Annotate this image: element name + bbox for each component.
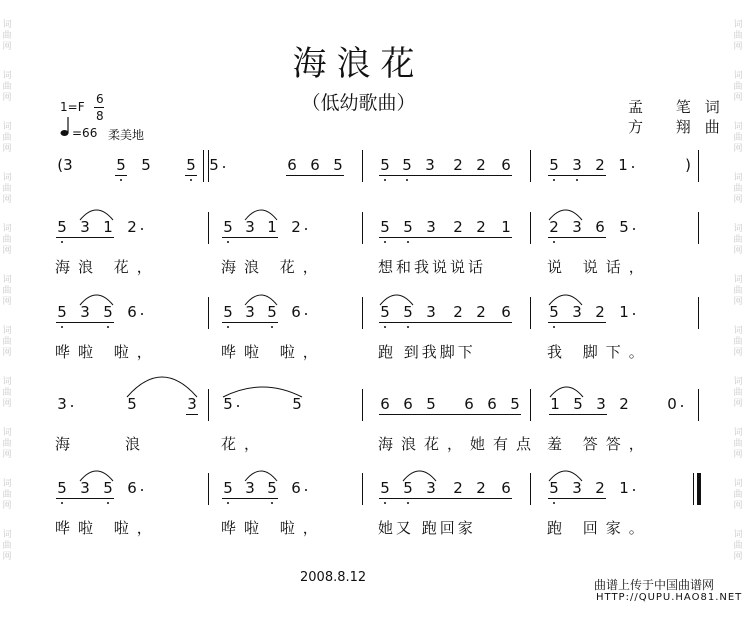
beam-line	[379, 175, 512, 176]
augmentation-dot	[305, 228, 307, 230]
note: 5	[223, 395, 233, 413]
barline	[362, 212, 363, 244]
watermark-char: 词	[2, 122, 12, 132]
score-date: 2008.8.12	[300, 570, 367, 585]
octave-dot	[407, 241, 409, 243]
watermark-char: 网	[2, 144, 12, 154]
watermark-char: 词	[2, 530, 12, 540]
beam-line	[286, 175, 344, 176]
note: (3	[57, 156, 73, 174]
augmentation-dot	[71, 405, 73, 407]
lyric-segment: 我 脚下。	[547, 343, 652, 361]
barline	[208, 212, 209, 244]
note: 5	[426, 395, 436, 413]
slur	[378, 294, 415, 306]
watermark-char: 曲	[2, 31, 12, 41]
octave-dot	[271, 502, 273, 504]
beam-line	[379, 237, 512, 238]
beam-line	[379, 498, 512, 499]
octave-dot	[61, 241, 63, 243]
note: 1	[501, 218, 511, 236]
octave-dot	[407, 502, 409, 504]
watermark-char: 曲	[733, 31, 743, 41]
lyric-segment: 哗啦 啦，	[55, 519, 160, 537]
octave-dot	[384, 241, 386, 243]
beam-line	[56, 237, 114, 238]
site-url[interactable]: HTTP://QUPU.HAO81.NET	[596, 592, 743, 603]
watermark-char: 曲	[2, 82, 12, 92]
watermark-char: 词	[2, 377, 12, 387]
barline	[203, 150, 204, 182]
note: 5	[223, 479, 233, 497]
watermark-char: 网	[2, 450, 12, 460]
note: 5	[57, 303, 67, 321]
octave-dot	[553, 241, 555, 243]
watermark-char: 曲	[733, 337, 743, 347]
watermark-char: 网	[733, 450, 743, 460]
octave-dot	[407, 326, 409, 328]
beam-line	[548, 498, 606, 499]
beam-line	[548, 322, 606, 323]
note: 2	[453, 218, 463, 236]
slur	[243, 209, 279, 221]
beam-line	[222, 322, 278, 323]
watermark-char: 词	[733, 122, 743, 132]
beam-line	[549, 414, 607, 415]
note: 3	[245, 303, 255, 321]
octave-dot	[271, 326, 273, 328]
note: 3	[187, 395, 197, 413]
note: 2	[127, 218, 137, 236]
watermark-char: 词	[733, 173, 743, 183]
watermark-char: 词	[733, 479, 743, 489]
octave-dot	[107, 502, 109, 504]
note: 3	[572, 479, 582, 497]
watermark-char: 曲	[2, 388, 12, 398]
beam-line	[222, 237, 278, 238]
lyric-segment: 哗啦 啦，	[221, 343, 326, 361]
note: 3	[426, 303, 436, 321]
note: 5	[267, 303, 277, 321]
note: 2	[453, 303, 463, 321]
note: 5	[292, 395, 302, 413]
watermark-char: 网	[733, 246, 743, 256]
song-subtitle: （低幼歌曲）	[301, 92, 416, 114]
watermark-char: 词	[733, 224, 743, 234]
note: 2	[476, 303, 486, 321]
watermark-char: 词	[2, 173, 12, 183]
note: 1	[619, 479, 629, 497]
note: 0	[667, 395, 677, 413]
octave-dot	[61, 326, 63, 328]
barline	[530, 212, 531, 244]
augmentation-dot	[632, 166, 634, 168]
final-barline	[697, 473, 701, 505]
note: 2	[595, 156, 605, 174]
barline	[530, 473, 531, 505]
note: 2	[291, 218, 301, 236]
tempo-marking: =66	[72, 126, 98, 140]
note: 5	[549, 303, 559, 321]
barline	[208, 297, 209, 329]
barline	[698, 150, 699, 182]
watermark-char: 网	[2, 399, 12, 409]
note: 1	[103, 218, 113, 236]
slur	[547, 294, 584, 306]
note: 5	[141, 156, 151, 174]
barline	[208, 473, 209, 505]
augmentation-dot	[141, 489, 143, 491]
note: 6	[487, 395, 497, 413]
note: 3	[425, 156, 435, 174]
lyric-segment: 海浪花，她有点	[378, 435, 540, 453]
note: 6	[501, 156, 511, 174]
note: 2	[549, 218, 559, 236]
watermark-char: 网	[2, 348, 12, 358]
note: 3	[426, 218, 436, 236]
watermark-char: 网	[2, 195, 12, 205]
note: 2	[595, 303, 605, 321]
beam-line	[222, 498, 278, 499]
octave-dot	[227, 326, 229, 328]
beam-line	[56, 498, 114, 499]
note: 2	[595, 479, 605, 497]
watermark-char: 曲	[733, 388, 743, 398]
lyric-segment: 羞 答答，	[547, 435, 652, 453]
note: 5	[403, 303, 413, 321]
watermark-char: 网	[2, 246, 12, 256]
beam-line	[548, 237, 606, 238]
watermark-char: 网	[733, 42, 743, 52]
watermark-char: 词	[2, 224, 12, 234]
note: 5	[402, 156, 412, 174]
note: 6	[310, 156, 320, 174]
note: 5	[127, 395, 137, 413]
expression-marking: 柔美地	[108, 128, 145, 142]
note: 3	[245, 479, 255, 497]
note: 6	[127, 479, 137, 497]
note: 5	[380, 303, 390, 321]
watermark-char: 词	[733, 428, 743, 438]
note: 5	[209, 156, 219, 174]
note: 6	[380, 395, 390, 413]
note: 5	[619, 218, 629, 236]
note: 2	[476, 218, 486, 236]
note: 3	[572, 156, 582, 174]
note: 5	[403, 479, 413, 497]
watermark-char: 曲	[733, 541, 743, 551]
watermark-char: 网	[2, 42, 12, 52]
note: 6	[501, 303, 511, 321]
lyric-segment: 她又 跑回家	[378, 519, 476, 537]
note: 6	[291, 479, 301, 497]
octave-dot	[227, 241, 229, 243]
watermark-char: 网	[2, 552, 12, 562]
note: 2	[619, 395, 629, 413]
barline	[693, 473, 694, 505]
site-name: 曲谱上传于中国曲谱网	[594, 578, 715, 592]
note: 5	[57, 479, 67, 497]
watermark-char: 网	[2, 93, 12, 103]
watermark-char: 曲	[2, 439, 12, 449]
octave-dot	[384, 179, 386, 181]
slur	[243, 294, 279, 306]
barline	[530, 297, 531, 329]
augmentation-dot	[633, 489, 635, 491]
lyric-segment: 浪	[125, 435, 149, 453]
watermark-char: 网	[733, 501, 743, 511]
watermark-char: 网	[733, 348, 743, 358]
note: 6	[464, 395, 474, 413]
note: 6	[403, 395, 413, 413]
watermark-char: 曲	[733, 286, 743, 296]
note: 5	[549, 479, 559, 497]
note: 5	[223, 303, 233, 321]
song-title: 海浪花	[292, 44, 425, 84]
watermark-char: 词	[733, 20, 743, 30]
note: 6	[595, 218, 605, 236]
note: 5	[573, 395, 583, 413]
lyric-segment: 跑 回家。	[547, 519, 652, 537]
augmentation-dot	[305, 313, 307, 315]
watermark-char: 网	[2, 297, 12, 307]
beam-line	[56, 322, 114, 323]
key-signature: 1=F	[60, 100, 85, 114]
octave-dot	[227, 502, 229, 504]
note: 5	[403, 218, 413, 236]
time-fraction-line	[94, 107, 104, 108]
note: 5	[103, 479, 113, 497]
watermark-char: 曲	[733, 184, 743, 194]
note: 3	[80, 479, 90, 497]
watermark-char: 网	[733, 297, 743, 307]
watermark-char: 曲	[2, 541, 12, 551]
note: 1	[267, 218, 277, 236]
watermark-char: 曲	[2, 337, 12, 347]
note: 3	[596, 395, 606, 413]
watermark-char: 词	[733, 326, 743, 336]
watermark-char: 曲	[2, 235, 12, 245]
note: 3	[426, 479, 436, 497]
slur	[547, 470, 584, 482]
note: 5	[103, 303, 113, 321]
lyric-segment: 花，	[221, 435, 268, 453]
watermark-char: 词	[733, 275, 743, 285]
beam-line	[115, 175, 127, 176]
note: 1	[550, 395, 560, 413]
watermark-char: 词	[2, 71, 12, 81]
barline	[698, 297, 699, 329]
watermark-char: 网	[733, 144, 743, 154]
beam-line	[185, 175, 197, 176]
note: 5	[510, 395, 520, 413]
slur	[548, 386, 585, 398]
watermark-char: 词	[2, 20, 12, 30]
watermark-char: 网	[733, 552, 743, 562]
note: )	[685, 156, 691, 174]
note: 1	[618, 156, 628, 174]
octave-dot	[107, 326, 109, 328]
octave-dot	[553, 502, 555, 504]
watermark-char: 曲	[2, 286, 12, 296]
lyric-segment: 说 说话，	[547, 258, 652, 276]
augmentation-dot	[681, 405, 683, 407]
note: 6	[501, 479, 511, 497]
note: 5	[380, 479, 390, 497]
barline	[698, 212, 699, 244]
watermark-char: 网	[733, 93, 743, 103]
lyric-segment: 想和我说说话	[378, 258, 487, 276]
augmentation-dot	[223, 166, 225, 168]
slur	[78, 209, 115, 221]
lyric-segment: 哗啦 啦，	[221, 519, 326, 537]
augmentation-dot	[237, 405, 239, 407]
watermark-char: 曲	[2, 184, 12, 194]
barline	[698, 389, 699, 421]
barline	[530, 150, 531, 182]
octave-dot	[61, 502, 63, 504]
lyric-segment: 海	[55, 435, 79, 453]
octave-dot	[576, 179, 578, 181]
note: 5	[380, 218, 390, 236]
watermark-char: 曲	[733, 490, 743, 500]
note: 5	[57, 218, 67, 236]
lyric-segment: 海浪 花，	[55, 258, 160, 276]
time-denominator: 8	[96, 109, 104, 123]
slur	[78, 294, 115, 306]
slur	[547, 209, 584, 221]
watermark-char: 词	[733, 377, 743, 387]
octave-dot	[553, 326, 555, 328]
augmentation-dot	[633, 228, 635, 230]
note: 3	[57, 395, 67, 413]
quarter-note-icon	[60, 116, 72, 138]
watermark-char: 词	[2, 275, 12, 285]
slur	[221, 386, 304, 398]
augmentation-dot	[633, 313, 635, 315]
watermark-char: 曲	[733, 235, 743, 245]
watermark-char: 曲	[733, 82, 743, 92]
note: 5	[223, 218, 233, 236]
slur	[125, 376, 199, 398]
watermark-char: 曲	[2, 133, 12, 143]
octave-dot	[384, 502, 386, 504]
augmentation-dot	[305, 489, 307, 491]
note: 2	[453, 156, 463, 174]
note: 5	[549, 156, 559, 174]
note: 2	[453, 479, 463, 497]
beam-line	[379, 322, 512, 323]
octave-dot	[553, 179, 555, 181]
octave-dot	[190, 179, 192, 181]
barline	[530, 389, 531, 421]
octave-dot	[120, 179, 122, 181]
note: 6	[287, 156, 297, 174]
lyric-segment: 海浪 花，	[221, 258, 326, 276]
augmentation-dot	[141, 313, 143, 315]
note: 5	[116, 156, 126, 174]
note: 3	[80, 218, 90, 236]
time-numerator: 6	[96, 92, 104, 106]
lyric-segment: 哗啦 啦，	[55, 343, 160, 361]
barline	[208, 389, 209, 421]
watermark-char: 曲	[733, 133, 743, 143]
watermark-char: 词	[733, 530, 743, 540]
note: 5	[186, 156, 196, 174]
watermark-char: 词	[2, 428, 12, 438]
watermark-char: 曲	[2, 490, 12, 500]
slur	[78, 470, 115, 482]
note: 2	[476, 479, 486, 497]
note: 2	[476, 156, 486, 174]
note: 1	[619, 303, 629, 321]
barline	[362, 473, 363, 505]
note: 3	[245, 218, 255, 236]
lyricist-credit: 孟 笔词	[628, 98, 734, 116]
beam-line	[186, 414, 198, 415]
note: 6	[127, 303, 137, 321]
lyric-segment: 跑 到我脚下	[378, 343, 476, 361]
watermark-char: 曲	[733, 439, 743, 449]
barline	[362, 150, 363, 182]
watermark-char: 网	[733, 195, 743, 205]
barline	[362, 297, 363, 329]
slur	[243, 470, 279, 482]
beam-line	[379, 414, 521, 415]
barline	[362, 389, 363, 421]
watermark-char: 词	[2, 479, 12, 489]
watermark-char: 网	[733, 399, 743, 409]
note: 5	[380, 156, 390, 174]
watermark-char: 网	[2, 501, 12, 511]
note: 3	[572, 303, 582, 321]
note: 3	[80, 303, 90, 321]
octave-dot	[406, 179, 408, 181]
slur	[401, 470, 438, 482]
watermark-char: 词	[733, 71, 743, 81]
note: 6	[291, 303, 301, 321]
composer-credit: 方 翔曲	[628, 118, 734, 136]
note: 3	[572, 218, 582, 236]
note: 5	[267, 479, 277, 497]
watermark-char: 词	[2, 326, 12, 336]
note: 5	[333, 156, 343, 174]
augmentation-dot	[141, 228, 143, 230]
beam-line	[548, 175, 606, 176]
octave-dot	[384, 326, 386, 328]
